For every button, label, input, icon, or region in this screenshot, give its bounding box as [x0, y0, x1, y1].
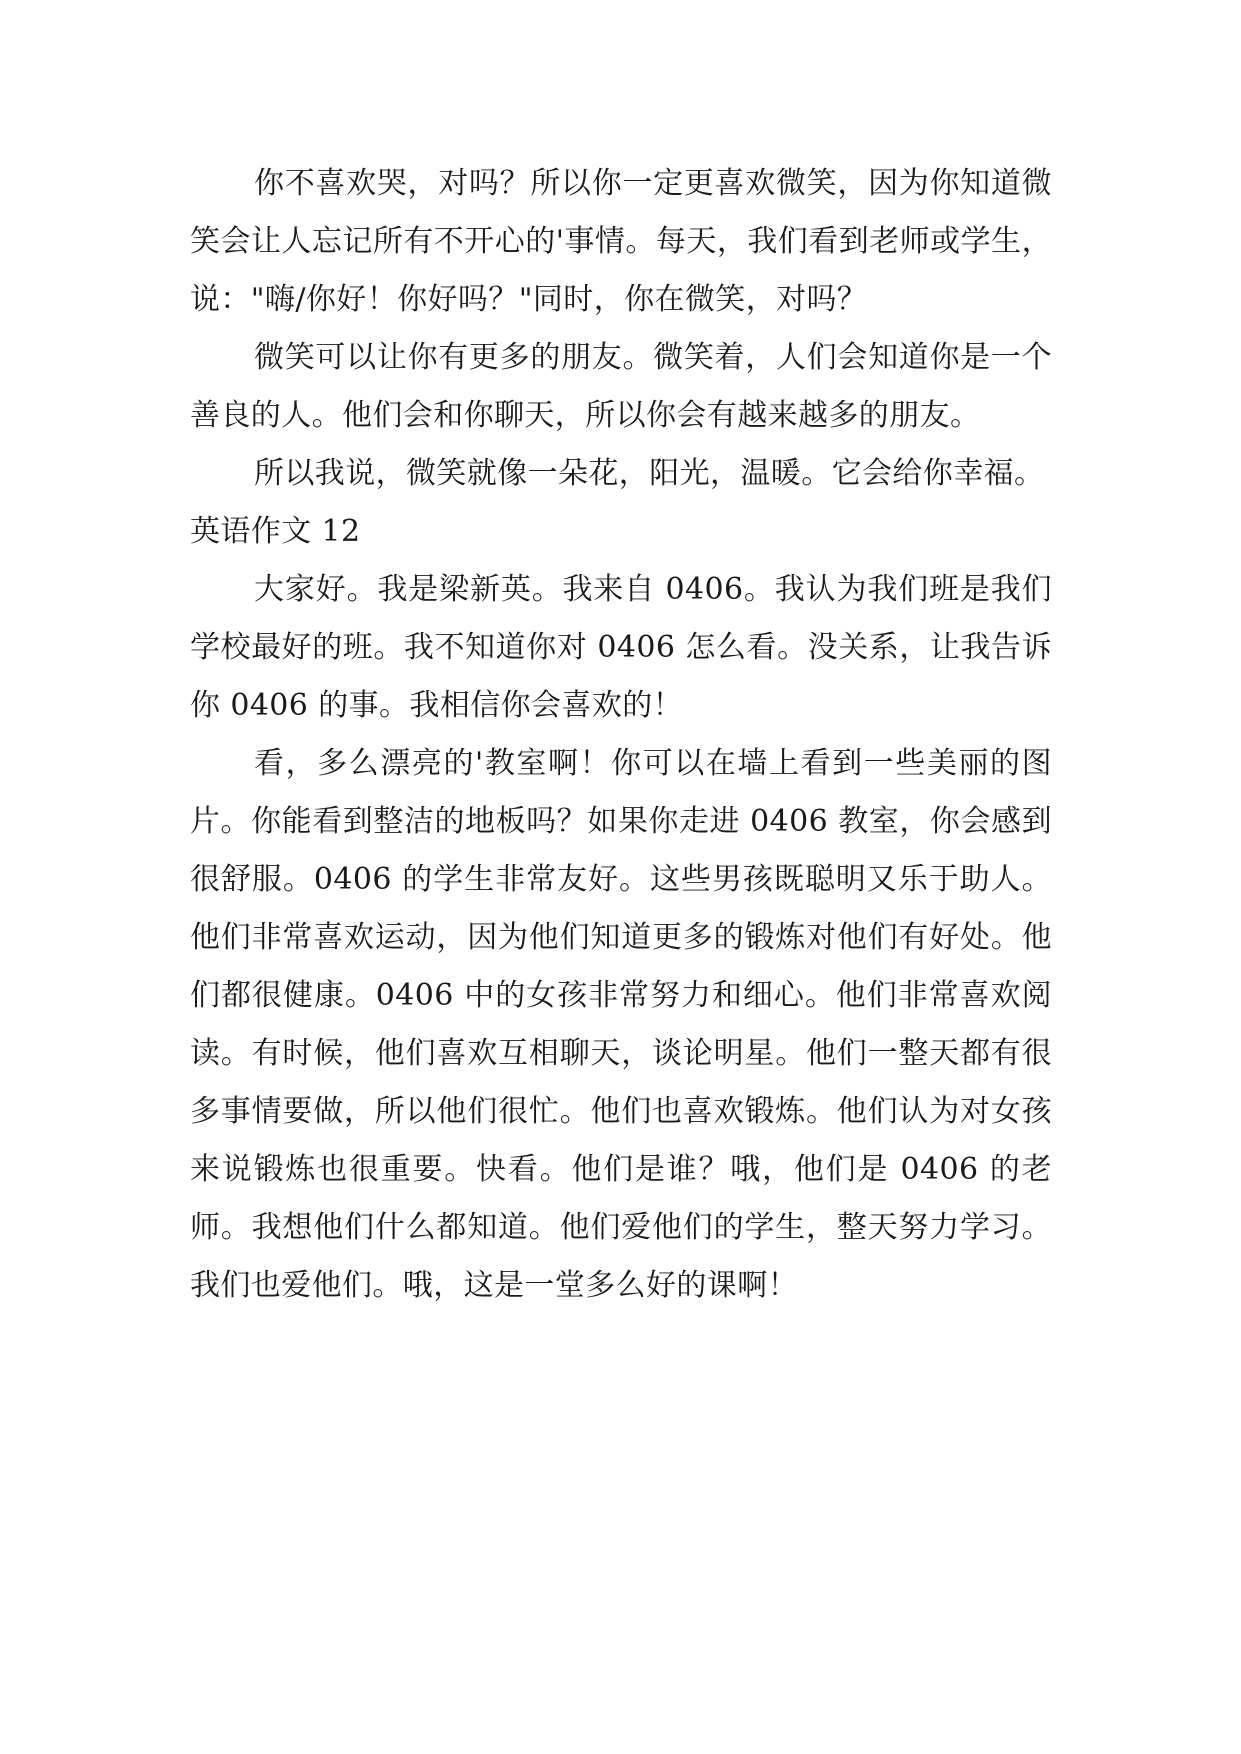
- paragraph-more-friends: 微笑可以让你有更多的朋友。微笑着，人们会知道你是一个善良的人。他们会和你聊天，所以你会有越来越多的朋友。: [190, 340, 1052, 433]
- paragraph-smile-like-flower: 所以我说，微笑就像一朵花，阳光，温暖。它会给你幸福。: [254, 456, 1045, 491]
- paragraph-dislike-crying: 你不喜欢哭，对吗？所以你一定更喜欢微笑，因为你知道微笑会让人忘记所有不开心的'事情。每天，我们看到老师或学生，说："嗨/你好！你好吗？"同时，你在微笑，对吗？: [190, 166, 1052, 317]
- document-body: [190, 155, 1052, 1315]
- paragraph-introduction: 大家好。我是梁新英。我来自 0406。我认为我们班是我们学校最好的班。我不知道你对 0406 怎么看。没关系，让我告诉你 0406 的事。我相信你会喜欢的！: [190, 572, 1052, 723]
- essay-heading: 英语作文 12: [190, 514, 361, 549]
- paragraph-classroom: 看，多么漂亮的'教室啊！你可以在墙上看到一些美丽的图片。你能看到整洁的地板吗？如果你走进 0406 教室，你会感到很舒服。0406 的学生非常友好。这些男孩既聪明又乐于助人。他们非常喜欢运动，因为他们知道更多的锻炼对他们有好处。他们都很健康。0406 中的女孩非常努力和细心。他们非常喜欢阅读。有时候，他们喜欢互相聊天，谈论明星。他们一整天都有很多事情要做，所以他们很忙。他们也喜欢锻炼。他们认为对女孩来说锻炼也很重要。快看。他们是谁？哦，他们是 0406 的老师。我想他们什么都知道。他们爱他们的学生，整天努力学习。我们也爱他们。哦，这是一堂多么好的课啊！: [190, 746, 1052, 1303]
